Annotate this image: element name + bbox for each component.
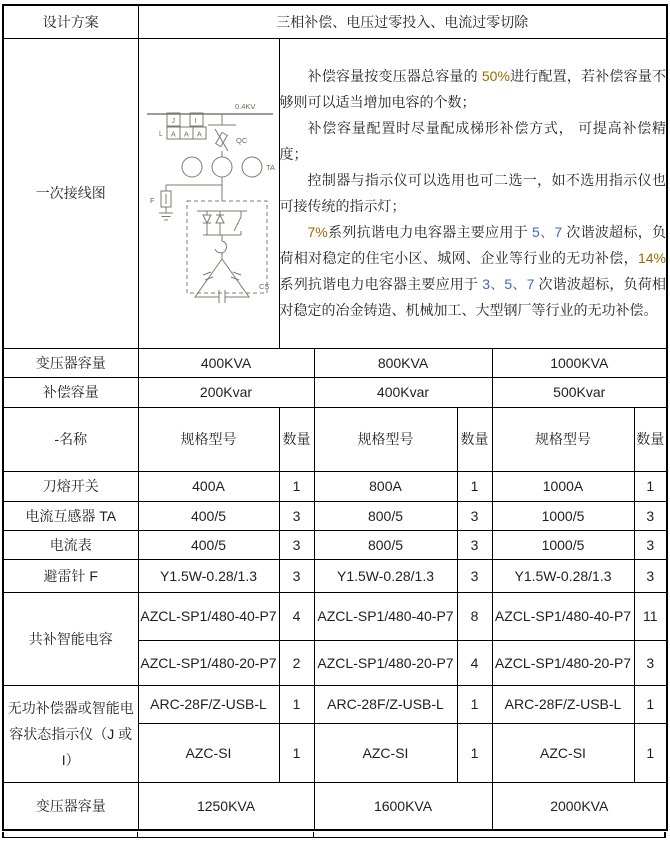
capacitor-qty: 2 — [279, 640, 314, 685]
column-header-qty: 数量 — [279, 407, 314, 471]
capacitor-spec: AZCL-SP1/480-20-P7 — [314, 640, 457, 685]
equipment-qty: 3 — [634, 559, 667, 592]
highlighted-number: 7% — [307, 224, 328, 240]
ammeter-2-label: A — [183, 131, 189, 139]
indicator-i-label: I — [194, 118, 196, 125]
note-text: 系列抗谐电力电容器主要应用于 — [327, 224, 533, 240]
compensation-capacity-value: 400Kvar — [314, 377, 492, 407]
capacitor-spec: AZCL-SP1/480-20-P7 — [492, 640, 634, 685]
equipment-qty: 3 — [279, 559, 314, 592]
cutoff-gridline — [137, 832, 138, 837]
note-text: 补偿容量配置时尽量配成梯形补偿方式， 可提高补偿精度； — [279, 120, 666, 162]
column-header-spec: 规格型号 — [492, 407, 634, 471]
equipment-qty: 3 — [457, 501, 492, 530]
equipment-qty: 1 — [279, 471, 314, 501]
capacitor-spec: AZCL-SP1/480-40-P7 — [138, 592, 279, 640]
equipment-spec: 800/5 — [314, 530, 457, 559]
note-text: 次谐波超标，负荷相对稳定的冶金铸造、机械加工、大型钢厂等行业的无功补偿。 — [279, 276, 667, 318]
capacitor-qty: 11 — [634, 592, 667, 640]
equipment-spec: 800A — [314, 471, 457, 501]
table-row — [3, 559, 667, 592]
transformer-capacity-value-2: 1250KVA — [138, 782, 314, 830]
equipment-qty: 1 — [634, 471, 667, 501]
capacitor-qty: 4 — [457, 640, 492, 685]
equipment-spec: 400/5 — [138, 501, 279, 530]
equipment-spec: 1000A — [492, 471, 634, 501]
controller-spec: ARC-28F/Z-USB-L — [492, 685, 634, 723]
one-line-diagram — [138, 38, 279, 348]
column-header-qty: 数量 — [457, 407, 492, 471]
equipment-spec: 1000/5 — [492, 501, 634, 530]
capacitor-qty: 8 — [457, 592, 492, 640]
controller-spec: AZC-SI — [314, 723, 457, 782]
highlighted-number: 3、5、7 — [482, 276, 535, 292]
equipment-qty: 3 — [279, 501, 314, 530]
equipment-name: 电流互感器 TA — [3, 501, 138, 530]
equipment-spec: 400A — [138, 471, 279, 501]
note-text: 控制器与指示仪可以选用也可二选一，如不选用指示仪也可接传统的指示灯； — [279, 172, 666, 214]
ammeter-3-label: A — [196, 131, 202, 139]
table-row — [3, 501, 667, 530]
equipment-spec: Y1.5W-0.28/1.3 — [314, 559, 457, 592]
cs-module-label: CS — [258, 282, 269, 291]
controller-group-name: 无功补偿器或智能电容状态指示仪（J 或 I） — [3, 685, 138, 782]
table-row — [3, 530, 667, 559]
note-text: 次谐波超标，负荷相对稳定的住宅小区、城网、企业等行业的无功补偿， — [279, 224, 666, 266]
column-header-name: -名称 — [3, 407, 138, 471]
equipment-qty: 3 — [279, 530, 314, 559]
equipment-spec: 800/5 — [314, 501, 457, 530]
ammeter-1-label: A — [170, 131, 176, 139]
equipment-qty: 3 — [634, 530, 667, 559]
controller-qty: 1 — [457, 685, 492, 723]
column-header-qty: 数量 — [634, 407, 667, 471]
table-row — [3, 685, 667, 723]
meter-l-label: L — [158, 131, 163, 138]
compensation-capacity-value: 200Kvar — [138, 377, 314, 407]
design-scheme-value: 三相补偿、电压过零投入、电流过零切除 — [138, 5, 667, 38]
equipment-spec: 400/5 — [138, 530, 279, 559]
note-paragraph — [280, 219, 667, 323]
capacitor-spec: AZCL-SP1/480-40-P7 — [314, 592, 457, 640]
table-row — [3, 592, 667, 640]
equipment-qty: 3 — [457, 559, 492, 592]
design-scheme-label: 设计方案 — [3, 5, 138, 38]
equipment-qty: 3 — [634, 501, 667, 530]
cutoff-gridline — [313, 832, 314, 837]
compensation-capacity-value: 500Kvar — [492, 377, 667, 407]
arrester-f-label: F — [149, 196, 155, 205]
ta-ct-label: TA — [265, 163, 275, 172]
qc-switch-label: QC — [235, 136, 247, 145]
transformer-capacity-value: 400KVA — [138, 348, 314, 377]
next-table-row-cutoff — [2, 832, 666, 838]
note-paragraph — [280, 167, 667, 219]
capacitor-spec: AZCL-SP1/480-20-P7 — [138, 640, 279, 685]
capacitor-qty: 3 — [634, 640, 667, 685]
table-row — [3, 471, 667, 501]
equipment-name: 电流表 — [3, 530, 138, 559]
controller-qty: 1 — [457, 723, 492, 782]
note-paragraph — [280, 63, 667, 115]
table-row — [3, 782, 667, 830]
notes-text-block — [280, 63, 667, 323]
transformer-capacity-value: 1000KVA — [492, 348, 667, 377]
transformer-capacity-value-2: 1600KVA — [314, 782, 492, 830]
transformer-capacity-value-2: 2000KVA — [492, 782, 667, 830]
equipment-qty: 3 — [457, 530, 492, 559]
controller-spec: AZC-SI — [138, 723, 279, 782]
capacitor-qty: 4 — [279, 592, 314, 640]
controller-qty: 1 — [279, 685, 314, 723]
controller-spec: ARC-28F/Z-USB-L — [314, 685, 457, 723]
highlighted-number: 14% — [637, 250, 666, 266]
column-header-spec: 规格型号 — [314, 407, 457, 471]
notes-cell — [279, 38, 667, 348]
compensation-capacity-label: 补偿容量 — [3, 377, 138, 407]
note-text: 系列抗谐电力电容器主要应用于 — [279, 276, 483, 292]
one-line-diagram-svg — [139, 39, 280, 347]
controller-qty: 1 — [279, 723, 314, 782]
equipment-name: 避雷针 F — [3, 559, 138, 592]
transformer-capacity-label: 变压器容量 — [3, 348, 138, 377]
controller-qty: 1 — [634, 723, 667, 782]
compensation-spec-table — [2, 4, 668, 831]
equipment-spec: Y1.5W-0.28/1.3 — [492, 559, 634, 592]
note-paragraph — [280, 115, 667, 167]
highlighted-number: 5、7 — [532, 224, 563, 240]
one-line-diagram-label: 一次接线图 — [3, 38, 138, 348]
note-text: 进行配置，若补偿容量不够则可以适当增加电容的个数； — [279, 68, 667, 110]
capacitor-spec: AZCL-SP1/480-40-P7 — [492, 592, 634, 640]
bus-voltage-label: 0.4KV — [234, 102, 255, 111]
note-text: 补偿容量按变压器总容量的 — [307, 68, 482, 84]
controller-spec: ARC-28F/Z-USB-L — [138, 685, 279, 723]
transformer-capacity-value: 800KVA — [314, 348, 492, 377]
transformer-capacity-label-2: 变压器容量 — [3, 782, 138, 830]
highlighted-number: 50% — [481, 68, 510, 84]
equipment-qty: 1 — [457, 471, 492, 501]
indicator-j-label: J — [171, 118, 175, 125]
equipment-spec: 1000/5 — [492, 530, 634, 559]
column-header-spec: 规格型号 — [138, 407, 279, 471]
controller-qty: 1 — [634, 685, 667, 723]
capacitor-group-name: 共补智能电容 — [3, 592, 138, 685]
equipment-spec: Y1.5W-0.28/1.3 — [138, 559, 279, 592]
equipment-name: 刀熔开关 — [3, 471, 138, 501]
controller-spec: AZC-SI — [492, 723, 634, 782]
